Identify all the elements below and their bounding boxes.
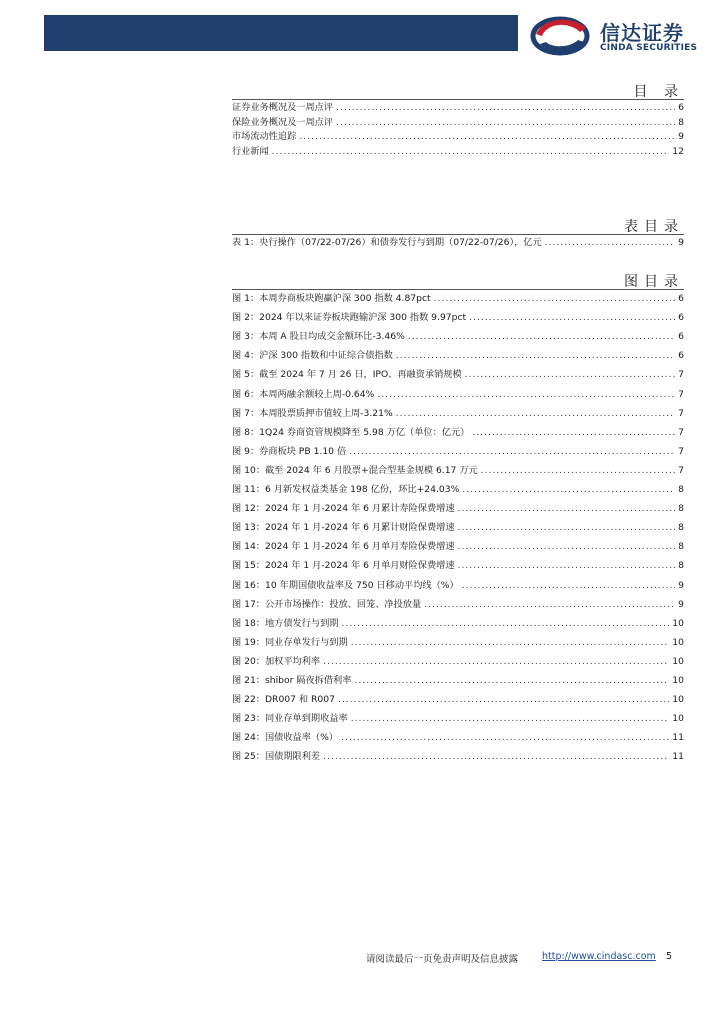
toc-leader-dots bbox=[351, 711, 670, 727]
toc-entry-page: 6 bbox=[678, 350, 684, 362]
toc-entry[interactable] bbox=[232, 539, 684, 555]
toc-entry-page: 9 bbox=[678, 579, 684, 591]
toc-entry-page: 7 bbox=[678, 445, 684, 457]
toc-leader-dots bbox=[469, 310, 675, 326]
toc-entry-label: 图 23：同业存单到期收益率 bbox=[232, 713, 348, 725]
toc-entry-page: 7 bbox=[678, 369, 684, 381]
toc-entry-label: 图 6：本周两融余额较上周-0.64% bbox=[232, 388, 375, 400]
toc-entry[interactable] bbox=[232, 387, 684, 403]
toc-entry-page: 11 bbox=[672, 751, 684, 763]
toc-entry-page: 8 bbox=[678, 560, 684, 572]
toc-entry[interactable] bbox=[232, 692, 684, 708]
toc-entry-label: 图 8：1Q24 券商资管规模降至 5.98 万亿（单位：亿元） bbox=[232, 426, 470, 438]
toc-entry-label: 图 24：国债收益率（%） bbox=[232, 732, 339, 744]
toc-entry[interactable] bbox=[232, 291, 684, 307]
toc-entry[interactable] bbox=[232, 144, 684, 160]
toc-entry[interactable] bbox=[232, 578, 684, 594]
header-bar bbox=[44, 15, 518, 51]
brand-name-en: CINDA SECURITIES bbox=[600, 43, 698, 53]
toc-entry-page: 7 bbox=[678, 464, 684, 476]
toc-entry[interactable] bbox=[232, 635, 684, 651]
toc-leader-dots bbox=[336, 115, 675, 131]
toc-leader-dots bbox=[323, 654, 669, 670]
toc-entry-page: 8 bbox=[678, 503, 684, 515]
toc-leader-dots bbox=[396, 406, 675, 422]
toc-entry-page: 8 bbox=[678, 522, 684, 534]
toc-entry-page: 10 bbox=[672, 694, 684, 706]
toc-leader-dots bbox=[396, 348, 675, 364]
toc-entry[interactable] bbox=[232, 115, 684, 131]
toc-entry-label: 图 2：2024 年以来证券板块跑输沪深 300 指数 9.97pct bbox=[232, 312, 467, 324]
toc-entry[interactable] bbox=[232, 749, 684, 765]
toc-entry[interactable] bbox=[232, 616, 684, 632]
toc-entry-page: 7 bbox=[678, 388, 684, 400]
toc-entry[interactable] bbox=[232, 463, 684, 479]
toc-entry-label: 保险业务概况及一周点评 bbox=[232, 116, 334, 128]
toc-entry[interactable] bbox=[232, 100, 684, 116]
toc-entry[interactable] bbox=[232, 348, 684, 364]
toc-entry[interactable] bbox=[232, 673, 684, 689]
toc-entry[interactable] bbox=[232, 406, 684, 422]
toc-leader-dots bbox=[424, 597, 675, 613]
toc-leader-dots bbox=[377, 387, 675, 403]
toc-entry-page: 9 bbox=[678, 237, 684, 248]
toc-entry-page: 10 bbox=[672, 675, 684, 686]
toc-entry-page: 6 bbox=[678, 331, 684, 343]
toc-title: 目 录 bbox=[633, 84, 684, 100]
toc-entry-page: 6 bbox=[678, 312, 684, 324]
toc-entry-label: 图 11：6 月新发权益类基金 198 亿份，环比+24.03% bbox=[232, 484, 460, 495]
toc-entry-page: 12 bbox=[672, 146, 684, 158]
toc-entry[interactable] bbox=[232, 367, 684, 383]
toc-entry[interactable] bbox=[232, 310, 684, 326]
toc-leader-dots bbox=[434, 291, 676, 307]
toc-entry-label: 图 9：券商板块 PB 1.10 倍 bbox=[232, 445, 347, 457]
toc-entry-page: 8 bbox=[678, 541, 684, 553]
toc-leader-dots bbox=[462, 482, 675, 498]
toc-entry-page: 9 bbox=[678, 598, 684, 610]
toc-entry-label: 表 1：央行操作（07/22-07/26）和债券发行与到期（07/22-07/26），亿元 bbox=[232, 237, 542, 248]
toc-entry-label: 行业新闻 bbox=[232, 146, 269, 158]
toc-entry[interactable] bbox=[232, 129, 684, 145]
toc-leader-dots bbox=[472, 425, 675, 441]
toc-leader-dots bbox=[299, 129, 675, 145]
toc-entry[interactable] bbox=[232, 235, 684, 251]
brand-name-cn: 信达证券 bbox=[600, 21, 684, 45]
toc-entry-page: 6 bbox=[678, 102, 684, 113]
toc-entry-label: 图 25：国债期限利差 bbox=[232, 751, 321, 763]
toc-entry-label: 图 22：DR007 和 R007 bbox=[232, 694, 335, 706]
toc-entry-label: 市场流动性追踪 bbox=[232, 131, 297, 143]
toc-leader-dots bbox=[272, 144, 670, 160]
toc-entry[interactable] bbox=[232, 654, 684, 670]
toc-entry-label: 图 3：本周 A 股日均成交金额环比-3.46% bbox=[232, 331, 405, 343]
toc-entry-label: 图 15：2024 年 1 月-2024 年 6 月单月财险保费增速 bbox=[232, 560, 455, 572]
toc-entry-label: 图 14：2024 年 1 月-2024 年 6 月单月寿险保费增速 bbox=[232, 541, 455, 553]
toc-entry-page: 10 bbox=[672, 636, 684, 648]
toc-entry-page: 8 bbox=[678, 116, 684, 128]
page-number: 5 bbox=[666, 951, 673, 962]
toc-leader-dots bbox=[336, 100, 675, 116]
toc-entry[interactable] bbox=[232, 501, 684, 517]
toc-leader-dots bbox=[341, 730, 669, 746]
cinda-logo-icon bbox=[530, 14, 592, 56]
toc-entry-page: 10 bbox=[672, 617, 684, 629]
toc-entry-label: 图 10：截至 2024 年 6 月股票+混合型基金规模 6.17 万元 bbox=[232, 464, 478, 476]
toc-leader-dots bbox=[408, 329, 675, 345]
toc-entry[interactable] bbox=[232, 425, 684, 441]
toc-leader-dots bbox=[481, 463, 675, 479]
toc-entry-label: 图 20：加权平均利率 bbox=[232, 655, 321, 667]
toc-entry-label: 图 1：本周券商板块跑赢沪深 300 指数 4.87pct bbox=[232, 293, 431, 304]
footer-website-link[interactable]: http://www.cindasc.com bbox=[542, 951, 656, 962]
toc-entry-label: 图 13：2024 年 1 月-2024 年 6 月累计财险保费增速 bbox=[232, 522, 455, 534]
toc-entry-page: 7 bbox=[678, 426, 684, 438]
toc-leader-dots bbox=[458, 501, 676, 517]
toc-entry-page: 9 bbox=[678, 131, 684, 143]
toc-leader-dots bbox=[465, 367, 675, 383]
toc-entry-label: 图 4：沪深 300 指数和中证综合债指数 bbox=[232, 350, 393, 362]
toc-leader-dots bbox=[354, 673, 669, 689]
toc-leader-dots bbox=[545, 235, 676, 251]
toc-entry[interactable] bbox=[232, 520, 684, 536]
toc-entry[interactable] bbox=[232, 597, 684, 613]
toc-entry-label: 图 5：截至 2024 年 7 月 26 日，IPO、再融资承销规模 bbox=[232, 369, 462, 381]
tables-toc-title: 表目录 bbox=[624, 219, 684, 235]
footer-disclaimer: 请阅读最后一页免责声明及信息披露 bbox=[366, 954, 519, 965]
toc-entry-label: 证券业务概况及一周点评 bbox=[232, 102, 334, 113]
toc-leader-dots bbox=[351, 635, 670, 651]
toc-leader-dots bbox=[338, 692, 669, 708]
figures-toc-divider bbox=[232, 289, 684, 290]
toc-entry-page: 11 bbox=[672, 732, 684, 744]
toc-entry-label: 图 12：2024 年 1 月-2024 年 6 月累计寿险保费增速 bbox=[232, 503, 455, 515]
toc-entry-page: 10 bbox=[672, 713, 684, 725]
toc-leader-dots bbox=[458, 558, 676, 574]
toc-entry[interactable] bbox=[232, 329, 684, 345]
toc-leader-dots bbox=[462, 578, 675, 594]
toc-entry[interactable] bbox=[232, 482, 684, 498]
toc-leader-dots bbox=[342, 616, 670, 632]
toc-entry-label: 图 18：地方债发行与到期 bbox=[232, 617, 339, 629]
toc-entry[interactable] bbox=[232, 558, 684, 574]
toc-entry-page: 8 bbox=[678, 484, 684, 495]
toc-entry-label: 图 7：本周股票质押市值较上周-3.21% bbox=[232, 407, 393, 419]
toc-entry[interactable] bbox=[232, 711, 684, 727]
toc-entry-label: 图 16：10 年期国债收益率及 750 日移动平均线（%） bbox=[232, 579, 459, 591]
brand-logo bbox=[530, 14, 700, 56]
toc-entry[interactable] bbox=[232, 444, 684, 460]
toc-entry-page: 10 bbox=[672, 655, 684, 667]
toc-entry-page: 7 bbox=[678, 407, 684, 419]
toc-entry-page: 6 bbox=[678, 293, 684, 304]
toc-leader-dots bbox=[349, 444, 675, 460]
figures-toc-title: 图目录 bbox=[624, 274, 684, 290]
toc-leader-dots bbox=[323, 749, 669, 765]
toc-entry[interactable] bbox=[232, 730, 684, 746]
toc-entry-label: 图 21：shibor 隔夜拆借利率 bbox=[232, 675, 352, 686]
toc-leader-dots bbox=[458, 539, 676, 555]
toc-entry-label: 图 17：公开市场操作：投放、回笼、净投放量 bbox=[232, 598, 422, 610]
toc-leader-dots bbox=[458, 520, 676, 536]
toc-entry-label: 图 19：同业存单发行与到期 bbox=[232, 636, 348, 648]
